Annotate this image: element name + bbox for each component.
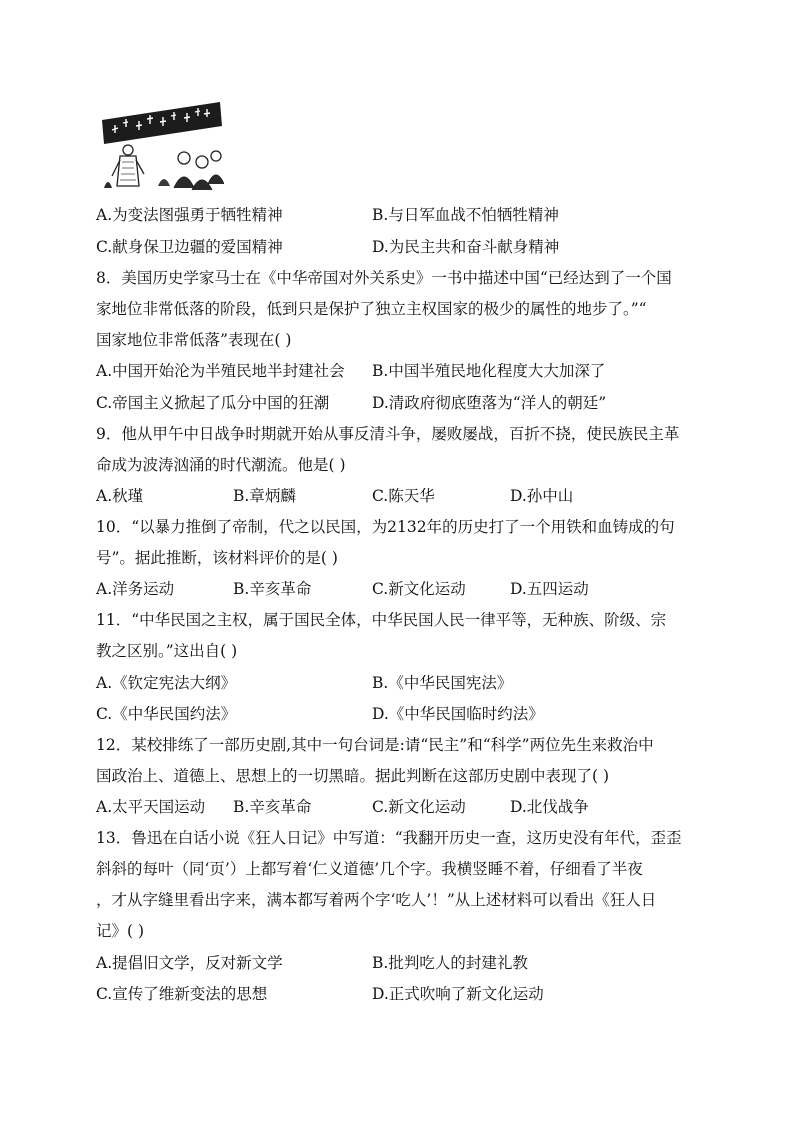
q10-option-a[interactable]: A.洋务运动 bbox=[96, 580, 175, 598]
q7-option-c[interactable]: C.献身保卫边疆的爱国精神 bbox=[96, 238, 283, 256]
q12-option-b[interactable]: B.辛亥革命 bbox=[233, 798, 312, 816]
q9-option-d[interactable]: D.孙中山 bbox=[510, 487, 574, 505]
q13-stem-line-4: 记》( ) bbox=[96, 922, 145, 940]
q12-stem-line-2: 国政治上、道德上、思想上的一切黑暗。据此判断在这部历史剧中表现了( ) bbox=[96, 767, 610, 785]
q8-option-d[interactable]: D.清政府彻底堕落为“洋人的朝廷” bbox=[372, 394, 607, 412]
q8-option-c[interactable]: C.帝国主义掀起了瓜分中国的狂潮 bbox=[96, 394, 330, 412]
q9-option-b[interactable]: B.章炳麟 bbox=[233, 487, 296, 505]
q7-option-d[interactable]: D.为民主共和奋斗献身精神 bbox=[372, 238, 560, 256]
q8-option-b[interactable]: B.中国半殖民地化程度大大加深了 bbox=[372, 362, 606, 380]
q10-stem-line-1: 10．“以暴力推倒了帝制，代之以民国，为2132年的历史打了一个用铁和血铸成的句 bbox=[96, 518, 675, 536]
q13-option-b[interactable]: B.批判吃人的封建礼教 bbox=[372, 954, 528, 972]
q11-stem-line-2: 教之区别。”这出自( ) bbox=[96, 642, 238, 660]
q10-option-b[interactable]: B.辛亥革命 bbox=[233, 580, 312, 598]
q8-option-a[interactable]: A.中国开始沦为半殖民地半封建社会 bbox=[96, 362, 345, 380]
q11-option-d[interactable]: D.《中华民国临时约法》 bbox=[372, 705, 544, 723]
q13-option-a[interactable]: A.提倡旧文学，反对新文学 bbox=[96, 954, 283, 972]
q13-stem-line-2: 斜斜的每叶（同‘页’）上都写着‘仁义道德’几个字。我横竖睡不着，仔细看了半夜 bbox=[96, 860, 643, 878]
q12-option-d[interactable]: D.北伐战争 bbox=[510, 798, 589, 816]
q10-option-c[interactable]: C.新文化运动 bbox=[372, 580, 466, 598]
q9-option-a[interactable]: A.秋瑾 bbox=[96, 487, 144, 505]
cartoon-illustration bbox=[98, 96, 224, 192]
q12-stem-line-1: 12．某校排练了一部历史剧,其中一句台词是:请“民主”和“科学”两位先生来救治中 bbox=[96, 736, 654, 754]
q8-stem-line-2: 家地位非常低落的阶段，低到只是保护了独立主权国家的极少的属性的地步了。”“ bbox=[96, 300, 647, 318]
q13-option-d[interactable]: D.正式吹响了新文化运动 bbox=[372, 985, 544, 1003]
q13-stem-line-1: 13．鲁迅在白话小说《狂人日记》中写道：“我翻开历史一查，这历史没有年代，歪歪 bbox=[96, 829, 682, 847]
q11-option-c[interactable]: C.《中华民国约法》 bbox=[96, 705, 237, 723]
q11-option-b[interactable]: B.《中华民国宪法》 bbox=[372, 674, 513, 692]
q11-stem-line-1: 11．“中华民国之主权，属于国民全体，中华民国人民一律平等，无种族、阶级、宗 bbox=[96, 611, 667, 629]
q7-option-b[interactable]: B.与日军血战不怕牺牲精神 bbox=[372, 206, 559, 224]
q13-option-c[interactable]: C.宣传了维新变法的思想 bbox=[96, 985, 268, 1003]
q11-option-a[interactable]: A.《钦定宪法大纲》 bbox=[96, 674, 237, 692]
q9-stem-line-2: 命成为波涛汹涌的时代潮流。他是( ) bbox=[96, 456, 346, 474]
q8-stem-line-1: 8．美国历史学家马士在《中华帝国对外关系史》一书中描述中国“已经达到了一个国 bbox=[96, 269, 672, 287]
q10-stem-line-2: 号”。据此推断，该材料评价的是( ) bbox=[96, 549, 338, 567]
q12-option-c[interactable]: C.新文化运动 bbox=[372, 798, 466, 816]
q9-option-c[interactable]: C.陈天华 bbox=[372, 487, 435, 505]
q7-option-a[interactable]: A.为变法图强勇于牺牲精神 bbox=[96, 206, 283, 224]
q10-option-d[interactable]: D.五四运动 bbox=[510, 580, 589, 598]
q9-stem-line-1: 9．他从甲午中日战争时期就开始从事反清斗争，屡败屡战，百折不挠，使民族民主革 bbox=[96, 425, 680, 443]
q13-stem-line-3: ，才从字缝里看出字来，满本都写着两个字‘吃人’！”从上述材料可以看出《狂人日 bbox=[96, 891, 657, 909]
q8-stem-line-3: 国家地位非常低落”表现在( ) bbox=[96, 331, 292, 349]
q12-option-a[interactable]: A.太平天国运动 bbox=[96, 798, 206, 816]
